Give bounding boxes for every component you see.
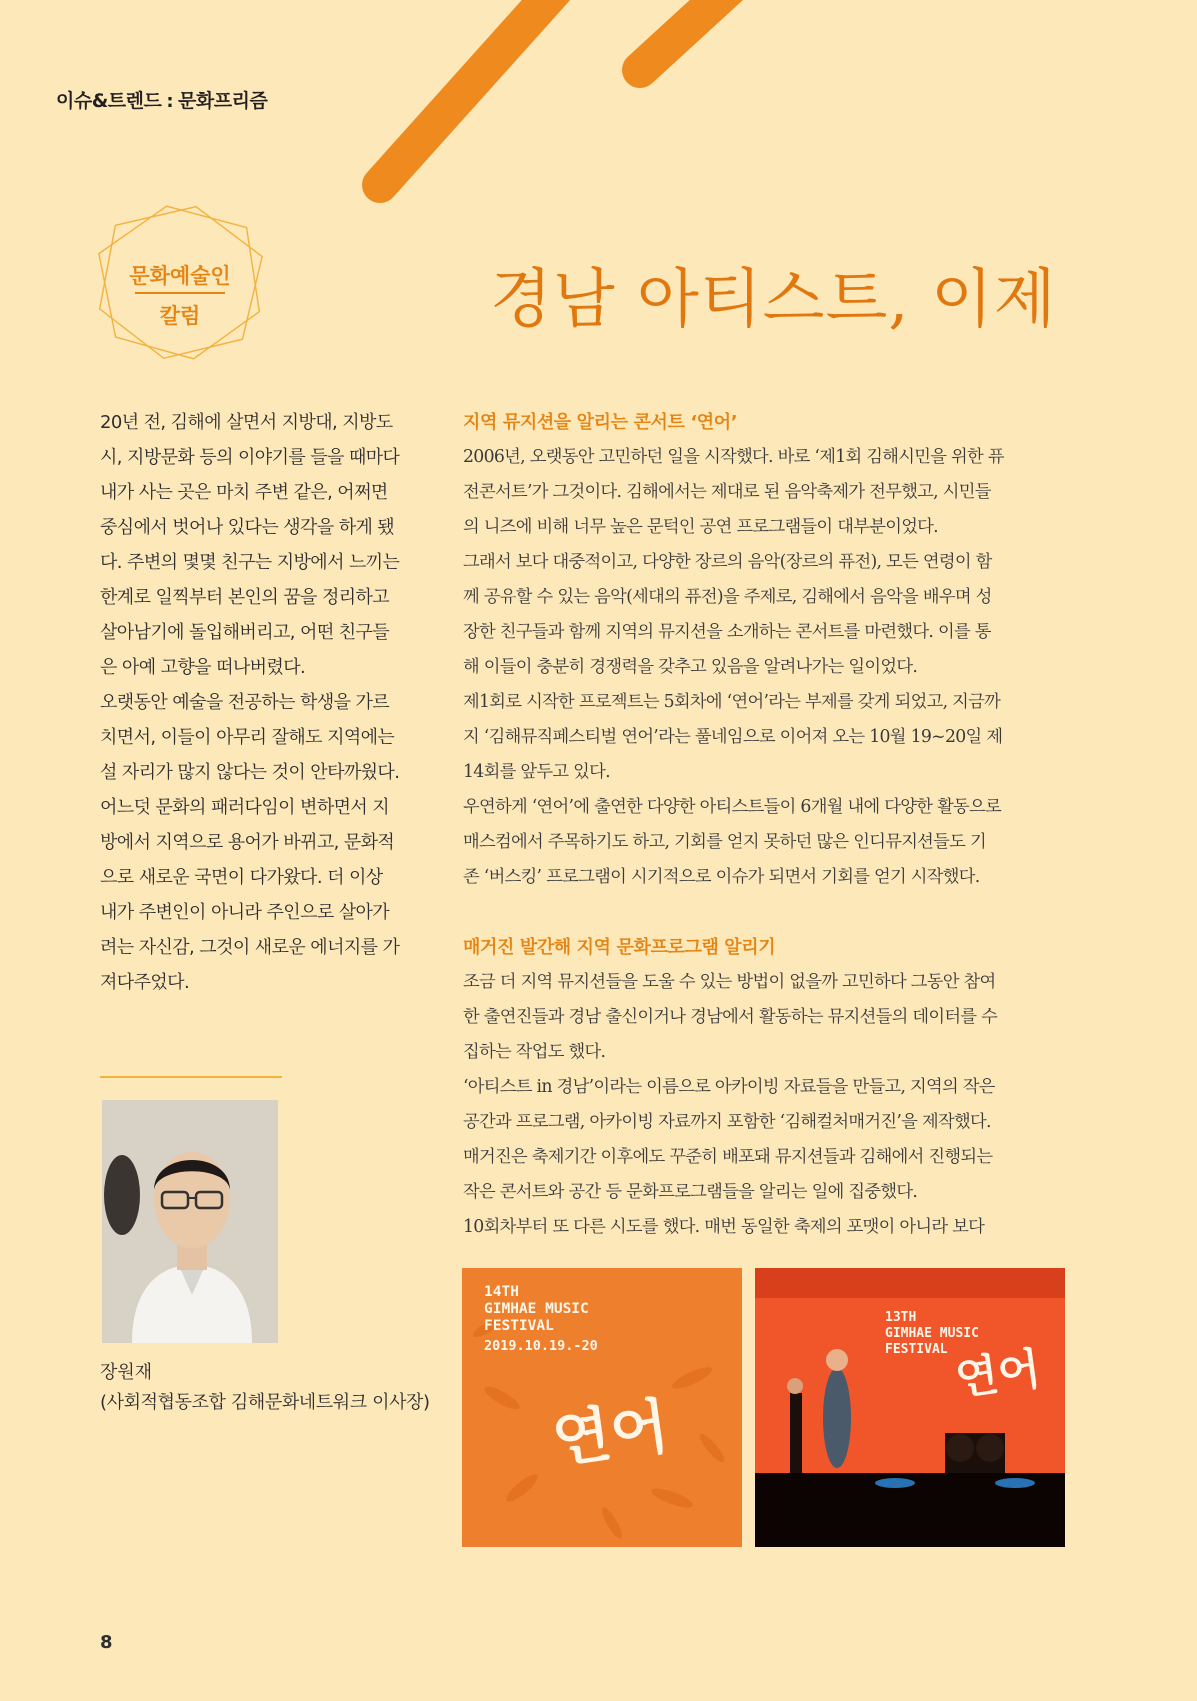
poster-heading-line: GIMHAE MUSIC [484, 1301, 589, 1317]
intro-line: 내가 주변인이 아니라 주인으로 살아가 [100, 902, 390, 923]
section-header [56, 86, 267, 113]
author-role: (사회적협동조합 김해문화네트워크 이사장) [100, 1392, 430, 1413]
intro-line: 치면서, 이들이 아무리 잘해도 지역에는 [100, 727, 395, 748]
poster-heading [484, 1284, 589, 1335]
intro-line: 어느덧 문화의 패러다임이 변하면서 지 [100, 797, 390, 818]
concert-logo: 연어 [952, 1343, 1044, 1406]
concert-photo [755, 1268, 1065, 1547]
body-line: 지 ‘김해뮤직페스티벌 연어’라는 풀네임으로 이어져 오는 10월 19~20일 제 [463, 727, 1003, 747]
author-divider [100, 1076, 282, 1078]
body-line: 매스컴에서 주목하기도 하고, 기회를 얻지 못하던 많은 인디뮤지션들도 기 [463, 832, 986, 852]
body-line: 제1회로 시작한 프로젝트는 5회차에 ‘연어’라는 부제를 갖게 되었고, 지금까 [463, 692, 1001, 712]
body-line: ‘아티스트 in 경남’이라는 이름으로 아카이빙 자료들을 만들고, 지역의 작은 [463, 1077, 995, 1097]
poster-logo: 연어 [548, 1391, 673, 1477]
body-line: 2006년, 오랫동안 고민하던 일을 시작했다. 바로 ‘제1회 김해시민을 위한 퓨 [463, 447, 1004, 467]
intro-line: 은 아예 고향을 떠나버렸다. [100, 657, 306, 678]
intro-line: 한계로 일찍부터 본인의 꿈을 정리하고 [100, 587, 390, 608]
intro-line: 살아남기에 돌입해버리고, 어떤 친구들 [100, 622, 390, 643]
section-label: 이슈&트렌드 [56, 90, 162, 112]
body-line: 집하는 작업도 했다. [463, 1042, 606, 1062]
column-badge [95, 200, 265, 365]
festival-poster-image [462, 1268, 742, 1547]
section-spacer [463, 895, 1063, 930]
intro-line: 시, 지방문화 등의 이야기를 들을 때마다 [100, 447, 400, 468]
body-line: 14회를 앞두고 있다. [463, 762, 610, 782]
intro-line: 으로 새로운 국면이 다가왔다. 더 이상 [100, 867, 383, 888]
intro-line: 다. 주변의 몇몇 친구는 지방에서 느끼는 [100, 552, 400, 573]
intro-line: 설 자리가 많지 않다는 것이 안타까웠다. [100, 762, 400, 783]
section1-heading: 지역 뮤지션을 알리는 콘서트 ‘연어’ [463, 412, 738, 433]
body-line: 한 출연진들과 경남 출신이거나 경남에서 활동하는 뮤지션들의 데이터를 수 [463, 1007, 998, 1027]
article-body [463, 405, 1063, 1245]
body-line: 전콘서트’가 그것이다. 김해에서는 제대로 된 음악축제가 전무했고, 시민들 [463, 482, 991, 502]
person-photo-icon [102, 1100, 278, 1343]
body-line: 작은 콘서트와 공간 등 문화프로그램들을 알리는 일에 집중했다. [463, 1182, 918, 1202]
section2-heading: 매거진 발간해 지역 문화프로그램 알리기 [463, 937, 776, 958]
intro-line: 중심에서 벗어나 있다는 생각을 하게 됐 [100, 517, 395, 538]
concert-heading-line: 13TH [885, 1310, 917, 1325]
body-line: 존 ‘버스킹’ 프로그램이 시기적으로 이슈가 되면서 기회를 얻기 시작했다. [463, 867, 980, 887]
intro-column [100, 405, 405, 1000]
poster-date: 2019.10.19.-20 [484, 1338, 598, 1354]
author-portrait [102, 1100, 278, 1343]
poster-heading-line: FESTIVAL [484, 1318, 554, 1334]
body-line: 조금 더 지역 뮤지션들을 도울 수 있는 방법이 없을까 고민하다 그동안 참여 [463, 972, 996, 992]
body-line: 해 이들이 충분히 경쟁력을 갖추고 있음을 알려나가는 일이었다. [463, 657, 918, 677]
subsection-label: 문화프리즘 [178, 90, 268, 112]
body-line: 장한 친구들과 함께 지역의 뮤지션을 소개하는 콘서트를 마련했다. 이를 통 [463, 622, 991, 642]
body-line: 매거진은 축제기간 이후에도 꾸준히 배포돼 뮤지션들과 김해에서 진행되는 [463, 1147, 993, 1167]
header-separator: : [166, 91, 174, 112]
author-name: 장원재 [100, 1362, 153, 1383]
badge-line1: 문화예술인 [129, 264, 231, 288]
body-line: 공간과 프로그램, 아카이빙 자료까지 포함한 ‘김해컬처매거진’을 제작했다. [463, 1112, 991, 1132]
body-line: 우연하게 ‘연어’에 출연한 다양한 아티스트들이 6개월 내에 다양한 활동으로 [463, 797, 1002, 817]
badge-divider [135, 292, 225, 294]
concert-heading-line: GIMHAE MUSIC [885, 1326, 979, 1341]
body-line: 의 니즈에 비해 너무 높은 문턱인 공연 프로그램들이 대부분이었다. [463, 517, 938, 537]
body-line: 께 공유할 수 있는 음악(세대의 퓨전)을 주제로, 김해에서 음악을 배우며 성 [463, 587, 992, 607]
intro-line: 내가 사는 곳은 마치 주변 같은, 어쩌면 [100, 482, 388, 503]
badge-line2: 칼럼 [159, 304, 201, 328]
concert-heading-line: FESTIVAL [885, 1342, 948, 1357]
intro-line: 방에서 지역으로 용어가 바뀌고, 문화적 [100, 832, 395, 853]
intro-line: 져다주었다. [100, 972, 190, 993]
intro-line: 려는 자신감, 그것이 새로운 에너지를 가 [100, 937, 400, 958]
body-line: 10회차부터 또 다른 시도를 했다. 매번 동일한 축제의 포맷이 아니라 보다 [463, 1217, 985, 1237]
intro-line: 20년 전, 김해에 살면서 지방대, 지방도 [100, 412, 393, 433]
article-title: 경남 아티스트, 이제 [490, 263, 1057, 337]
body-line: 그래서 보다 대중적이고, 다양한 장르의 음악(장르의 퓨전), 모든 연령이 함 [463, 552, 992, 572]
poster-heading-line: 14TH [484, 1284, 519, 1300]
section1-text [463, 440, 1063, 895]
section2-text [463, 965, 1063, 1245]
page-number: 8 [100, 1632, 113, 1653]
intro-line: 오랫동안 예술을 전공하는 학생을 가르 [100, 692, 390, 713]
